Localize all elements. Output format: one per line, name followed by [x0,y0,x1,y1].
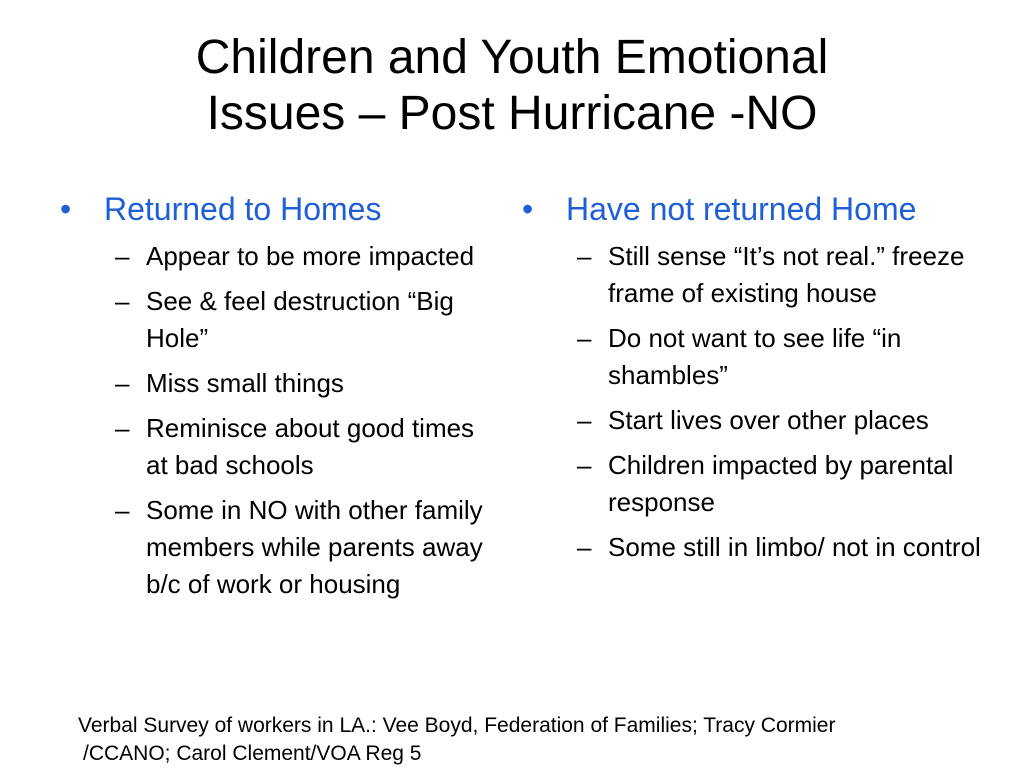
right-item-4 [522,447,992,521]
dash-marker: – [577,532,592,562]
left-item-5 [60,492,500,603]
footnote-line-1: Verbal Survey of workers in LA.: Vee Boyd, Federation of Families; Tracy Cormier [78,714,836,737]
right-item-text: Children impacted by parental response [608,450,954,517]
title-line-2: Issues – Post Hurricane -NO [206,87,818,140]
dash-marker: – [115,241,130,271]
left-heading-text: Returned to Homes [104,191,382,227]
dash-marker: – [115,495,130,525]
source-footnote [78,712,1018,768]
right-item-5 [522,529,992,566]
left-item-text: Miss small things [146,368,344,398]
left-item-2 [60,283,500,357]
dash-marker: – [115,413,130,443]
right-item-2 [522,320,992,394]
left-item-1 [60,238,500,275]
slide-title [0,30,1024,142]
left-item-3 [60,365,500,402]
left-item-text: Appear to be more impacted [146,241,475,271]
dash-marker: – [577,450,592,480]
title-line-1: Children and Youth Emotional [195,31,829,84]
right-column [522,190,992,574]
right-heading [522,190,992,228]
right-item-text: Some still in limbo/ not in control [608,532,981,562]
left-item-text: Reminisce about good times at bad schools [146,413,475,480]
dash-marker: – [115,286,130,316]
bullet-marker: • [522,191,534,227]
right-item-3 [522,402,992,439]
left-item-4 [60,410,500,484]
bullet-marker: • [60,191,72,227]
left-item-text: Some in NO with other family members while parents away b/c of work or housing [146,495,483,599]
right-item-text: Still sense “It’s not real.” freeze frame of existing house [608,241,965,308]
footnote-line-2: /CCANO; Carol Clement/VOA Reg 5 [83,742,422,765]
dash-marker: – [115,368,130,398]
right-item-1 [522,238,992,312]
dash-marker: – [577,241,592,271]
right-item-text: Start lives over other places [608,405,929,435]
right-heading-text: Have not returned Home [566,191,917,227]
right-item-text: Do not want to see life “in shambles” [608,323,902,390]
dash-marker: – [577,405,592,435]
dash-marker: – [577,323,592,353]
left-heading [60,190,500,228]
left-column [60,190,500,611]
left-item-text: See & feel destruction “Big Hole” [146,286,454,353]
